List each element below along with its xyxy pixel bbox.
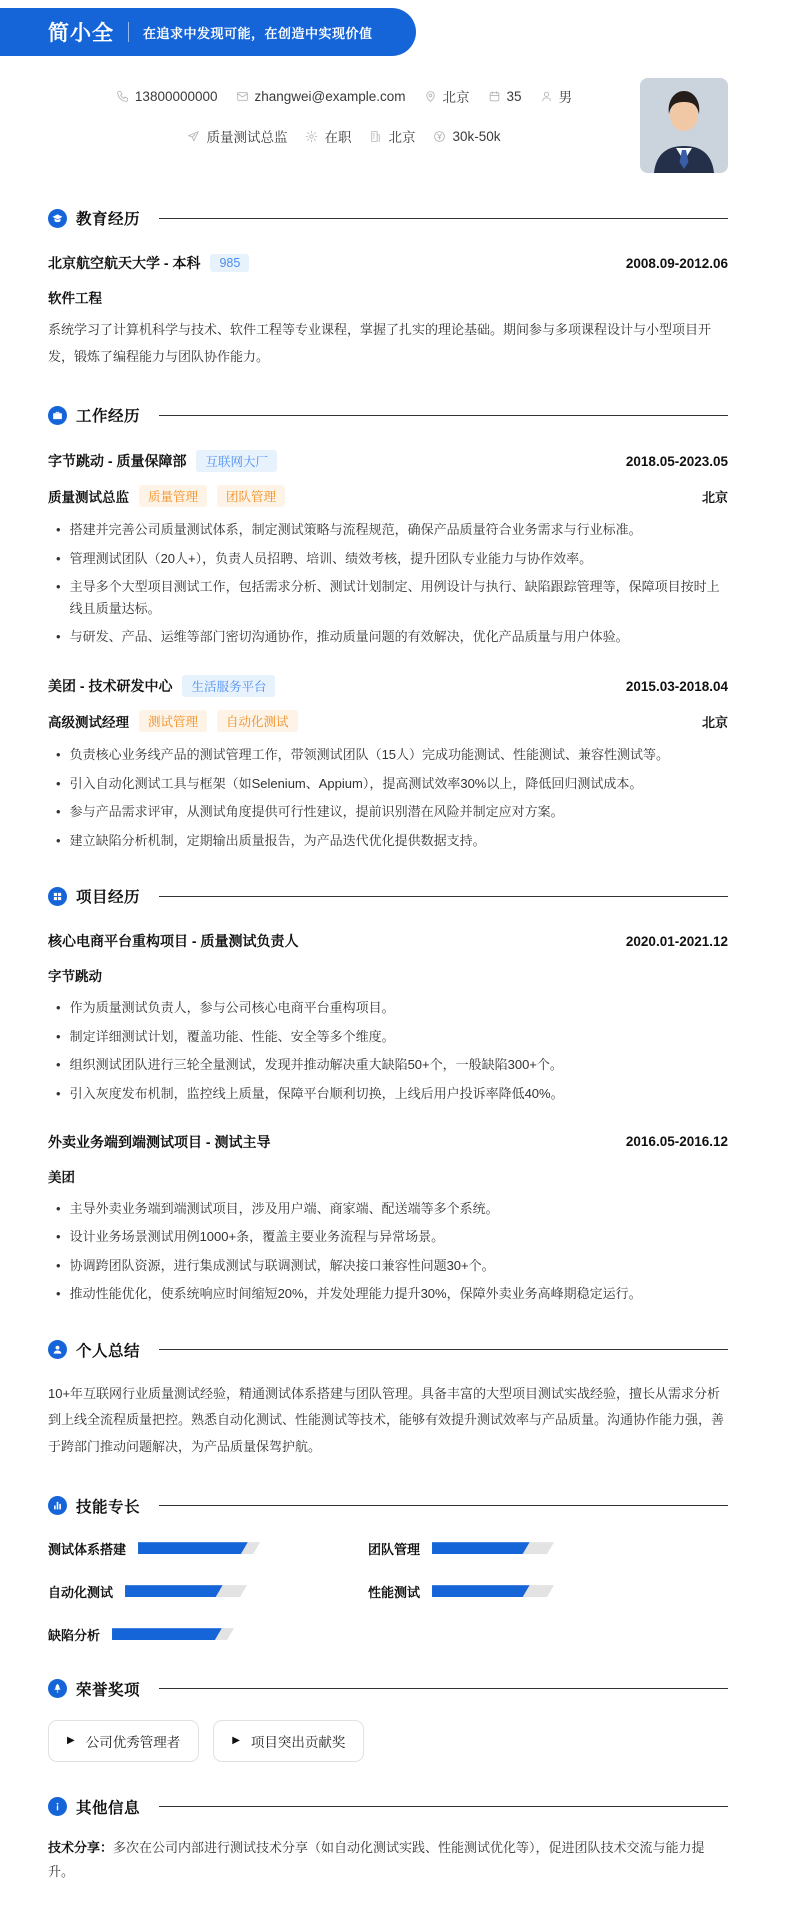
- job-date: 2018.05-2023.05: [625, 453, 728, 469]
- job-location: 北京: [701, 714, 728, 730]
- job-company-badge: 互联网大厂: [196, 450, 277, 472]
- bullet-dot: •: [56, 1229, 61, 1245]
- skills-grid: [48, 1539, 728, 1644]
- skill-item: [48, 1582, 288, 1601]
- resume-body: [0, 207, 794, 1911]
- bullet-dot: •: [56, 522, 61, 538]
- bullet-item: [48, 1283, 728, 1304]
- skill-bar-fill: [432, 1542, 530, 1554]
- bullet-item: [48, 626, 728, 647]
- bullet-text: 主导外卖业务端到端测试项目，涉及用户端、商家端、配送端等多个系统。: [69, 1200, 499, 1216]
- section-rule: [159, 1505, 728, 1506]
- contact-city: [369, 126, 415, 146]
- contact-position-value: 质量测试总监: [206, 130, 288, 145]
- skill-label: 性能测试: [368, 1584, 421, 1600]
- contact-job-status: [305, 126, 351, 146]
- other-info-body: 多次在公司内部进行测试技术分享（如自动化测试实践、性能测试优化等），促进团队技术交流与能力提升。: [48, 1839, 705, 1880]
- bullet-text: 与研发、产品、运维等部门密切沟通协作，推动质量问题的有效解决，优化产品质量与用户体验。: [69, 629, 629, 645]
- bullet-text: 引入自动化测试工具与框架（如Selenium、Appium），提高测试效率30%以上，降低回归测试成本。: [69, 775, 643, 791]
- contact-email: [236, 89, 406, 104]
- contact-location-value: 北京: [442, 90, 470, 105]
- contact-phone-value: 13800000000: [134, 88, 218, 104]
- bullet-item: [48, 1083, 728, 1104]
- skill-label: 团队管理: [368, 1541, 421, 1557]
- education-major: 软件工程: [48, 291, 102, 306]
- info-icon: [52, 1801, 63, 1812]
- skill-bar-track: [138, 1542, 260, 1554]
- honor-row: [48, 1720, 728, 1762]
- job-tag: 团队管理: [217, 485, 285, 507]
- section-projects-header: [48, 885, 728, 907]
- bullet-item: [48, 801, 728, 822]
- bullet-dot: •: [56, 629, 61, 645]
- job-company-badge: 生活服务平台: [182, 675, 275, 697]
- education-entry-header: [48, 253, 728, 273]
- bullet-item: [48, 1026, 728, 1047]
- bullet-text: 参与产品需求评审，从测试角度提供可行性建议，提前识别潜在风险并制定应对方案。: [69, 804, 564, 820]
- job-company: 字节跳动 - 质量保障部: [48, 453, 187, 470]
- phone-icon: [116, 90, 129, 103]
- contact-row-1: [116, 86, 572, 106]
- bullet-text: 推动性能优化，使系统响应时间缩短20%，并发处理能力提升30%，保障外卖业务高峰期稳定运行。: [69, 1286, 642, 1302]
- work-section-icon: [48, 406, 67, 425]
- job-bullets: [48, 519, 728, 647]
- contact-gender-value: 男: [558, 90, 573, 105]
- project-bullets: [48, 1198, 728, 1305]
- job-tag: 自动化测试: [217, 710, 298, 732]
- job-role: 高级测试经理: [48, 715, 129, 731]
- bullet-dot: •: [56, 1000, 61, 1016]
- project-entry-header: [48, 931, 728, 951]
- education-school: 北京航空航天大学 - 本科: [48, 255, 201, 271]
- contact-age-value: 35: [506, 88, 522, 104]
- project-entry-header: [48, 1132, 728, 1152]
- target-position-icon: [187, 130, 200, 143]
- bullet-text: 建立缺陷分析机制，定期输出质量报告，为产品迭代优化提供数据支持。: [69, 832, 486, 848]
- skill-bar-fill: [125, 1585, 223, 1597]
- skills-section-icon: [48, 1496, 67, 1515]
- bullet-item: [48, 773, 728, 794]
- bullet-item: [48, 997, 728, 1018]
- other-info-lead: 技术分享：: [48, 1839, 114, 1855]
- bullet-dot: •: [56, 550, 61, 566]
- bullet-item: [48, 744, 728, 765]
- contact-gender: [540, 86, 573, 106]
- bullet-dot: •: [56, 832, 61, 848]
- section-title-honors: 荣誉奖项: [76, 1681, 141, 1699]
- skill-label: 测试体系搭建: [48, 1541, 127, 1557]
- job-entry-header: [48, 675, 728, 697]
- bullet-text: 管理测试团队（20人+），负责人员招聘、培训、绩效考核，提升团队专业能力与协作效率。: [69, 550, 593, 566]
- skill-label: 自动化测试: [48, 1584, 114, 1600]
- brand-logo: 简小全: [48, 22, 114, 45]
- section-rule: [159, 896, 728, 897]
- salary-icon: [433, 130, 446, 143]
- skill-bar-track: [432, 1585, 554, 1597]
- graduation-cap-icon: [52, 213, 63, 224]
- job-date: 2015.03-2018.04: [625, 678, 728, 694]
- honor-chip: [48, 1720, 199, 1762]
- project-date: 2020.01-2021.12: [625, 933, 728, 949]
- banner-divider: [128, 22, 129, 42]
- bullet-dot: •: [56, 775, 61, 791]
- briefcase-icon: [52, 410, 63, 421]
- bullet-item: [48, 1198, 728, 1219]
- bullet-text: 作为质量测试负责人，参与公司核心电商平台重构项目。: [69, 1000, 395, 1016]
- job-status-icon: [305, 130, 318, 143]
- job-role-row: [48, 485, 728, 507]
- job-location: 北京: [701, 489, 728, 505]
- project-company: 字节跳动: [48, 969, 102, 985]
- section-education-header: [48, 207, 728, 229]
- bullet-dot: •: [56, 1257, 61, 1273]
- skill-item: [48, 1625, 288, 1644]
- project-company: 美团: [48, 1169, 75, 1185]
- education-badge-985: 985: [210, 254, 249, 272]
- summary-text: 10+年互联网行业质量测试经验，精通测试体系搭建与团队管理。具备丰富的大型项目测试实战经验，擅长从需求分析到上线全流程质量把控。熟悉自动化测试、性能测试等技术，能够有效提升测试效率与产品质量。沟通协作能力强，善于跨部门推动问题解决，为产品质量保驾护航。: [48, 1385, 725, 1454]
- bullet-text: 搭建并完善公司质量测试体系，制定测试策略与流程规范，确保产品质量符合业务需求与行业标准。: [69, 522, 642, 538]
- skill-bar-track: [112, 1628, 234, 1640]
- contact-phone: [116, 89, 218, 104]
- city-icon: [369, 130, 382, 143]
- bullet-item: [48, 1255, 728, 1276]
- contact-job-status-value: 在职: [324, 130, 352, 145]
- education-section-icon: [48, 209, 67, 228]
- education-description: 系统学习了计算机科学与技术、软件工程等专业课程，掌握了扎实的理论基础。期间参与多项课程设计与小型项目开发，锻炼了编程能力与团队协作能力。: [48, 322, 712, 364]
- bullet-dot: •: [56, 1200, 61, 1216]
- bullet-dot: •: [56, 747, 61, 763]
- resume-header: [0, 56, 794, 173]
- section-summary-header: [48, 1339, 728, 1361]
- bullet-text: 组织测试团队进行三轮全量测试，发现并推动解决重大缺陷50+个，一般缺陷300+个。: [69, 1057, 563, 1073]
- contact-salary-value: 30k-50k: [452, 128, 501, 144]
- section-title-education: 教育经历: [76, 211, 141, 228]
- person-icon: [52, 1344, 63, 1355]
- brand-tagline: 在追求中发现可能，在创造中实现价值: [143, 25, 373, 41]
- skill-bar-track: [125, 1585, 247, 1597]
- skill-item: [368, 1582, 608, 1601]
- summary-section-icon: [48, 1340, 67, 1359]
- section-other-header: [48, 1796, 728, 1818]
- bullet-item: [48, 576, 728, 619]
- brand-banner: [0, 8, 416, 56]
- section-rule: [159, 1349, 728, 1350]
- bullet-item: [48, 548, 728, 569]
- section-work-header: [48, 404, 728, 426]
- bullet-item: [48, 1226, 728, 1247]
- section-title-projects: 项目经历: [76, 889, 141, 907]
- skill-bar-fill: [112, 1628, 222, 1640]
- section-honors-header: [48, 1678, 728, 1700]
- section-title-other: 其他信息: [76, 1799, 141, 1817]
- bullet-text: 引入灰度发布机制，监控线上质量，保障平台顺利切换，上线后用户投诉率降低40%。: [69, 1085, 564, 1101]
- job-tag: 质量管理: [139, 485, 207, 507]
- skill-bar-track: [432, 1542, 554, 1554]
- honor-chip: [213, 1720, 364, 1762]
- section-title-skills: 技能专长: [76, 1498, 141, 1516]
- skill-item: [48, 1539, 288, 1558]
- bullet-dot: •: [56, 804, 61, 820]
- job-bullets: [48, 744, 728, 851]
- bullet-item: [48, 519, 728, 540]
- other-section-icon: [48, 1797, 67, 1816]
- contact-email-value: zhangwei@example.com: [254, 88, 406, 104]
- section-rule: [159, 1688, 728, 1689]
- gender-icon: [540, 90, 553, 103]
- job-role-row: [48, 710, 728, 732]
- skill-item: [368, 1539, 608, 1558]
- profile-photo-illustration: [640, 78, 728, 173]
- bullet-dot: •: [56, 579, 61, 595]
- projects-section-icon: [48, 887, 67, 906]
- contact-row-2: [187, 126, 500, 146]
- contact-salary: [433, 129, 500, 144]
- bullet-text: 协调跨团队资源，进行集成测试与联调测试，解决接口兼容性问题30+个。: [69, 1257, 495, 1273]
- job-company: 美团 - 技术研发中心: [48, 678, 173, 695]
- bullet-text: 设计业务场景测试用例1000+条，覆盖主要业务流程与异常场景。: [69, 1229, 445, 1245]
- bullet-text: 制定详细测试计划，覆盖功能、性能、安全等多个维度。: [69, 1028, 395, 1044]
- bullet-dot: •: [56, 1057, 61, 1073]
- other-info-text: [48, 1836, 728, 1885]
- bullet-item: [48, 1054, 728, 1075]
- age-icon: [488, 90, 501, 103]
- bullet-dot: •: [56, 1286, 61, 1302]
- section-title-summary: 个人总结: [76, 1342, 141, 1360]
- project-bullets: [48, 997, 728, 1104]
- location-icon: [424, 90, 437, 103]
- bar-chart-icon: [52, 1500, 63, 1511]
- job-role: 质量测试总监: [48, 490, 129, 506]
- section-rule: [159, 218, 728, 219]
- honors-section-icon: [48, 1679, 67, 1698]
- project-date: 2016.05-2016.12: [625, 1134, 728, 1150]
- contact-block: [48, 78, 640, 173]
- contact-age: [488, 89, 522, 104]
- contact-city-value: 北京: [388, 130, 416, 145]
- section-skills-header: [48, 1495, 728, 1517]
- section-rule: [159, 415, 728, 416]
- bullet-text: 主导多个大型项目测试工作，包括需求分析、测试计划制定、用例设计与执行、缺陷跟踪管理等，保障项目按时上线且质量达标。: [69, 579, 720, 616]
- bullet-dot: •: [56, 1085, 61, 1101]
- education-date: 2008.09-2012.06: [625, 255, 728, 271]
- rocket-icon: [52, 1683, 63, 1694]
- bullet-dot: •: [56, 1028, 61, 1044]
- section-title-work: 工作经历: [76, 408, 141, 426]
- play-icon: ▶: [232, 1735, 240, 1747]
- honor-label: 项目突出贡献奖: [250, 1734, 346, 1750]
- grid-icon: [52, 891, 63, 902]
- project-name: 外卖业务端到端测试项目 - 测试主导: [48, 1133, 271, 1150]
- job-tag: 测试管理: [139, 710, 207, 732]
- contact-position: [187, 126, 287, 146]
- skill-bar-fill: [138, 1542, 248, 1554]
- skill-label: 缺陷分析: [48, 1627, 101, 1643]
- mail-icon: [236, 90, 249, 103]
- section-rule: [159, 1806, 728, 1807]
- project-name: 核心电商平台重构项目 - 质量测试负责人: [48, 933, 299, 950]
- honor-label: 公司优秀管理者: [85, 1734, 181, 1750]
- play-icon: ▶: [67, 1735, 75, 1747]
- bullet-item: [48, 830, 728, 851]
- skill-bar-fill: [432, 1585, 530, 1597]
- contact-location: [424, 86, 470, 106]
- profile-photo: [640, 78, 728, 173]
- job-entry-header: [48, 450, 728, 472]
- bullet-text: 负责核心业务线产品的测试管理工作，带领测试团队（15人）完成功能测试、性能测试、兼容性测试等。: [69, 747, 670, 763]
